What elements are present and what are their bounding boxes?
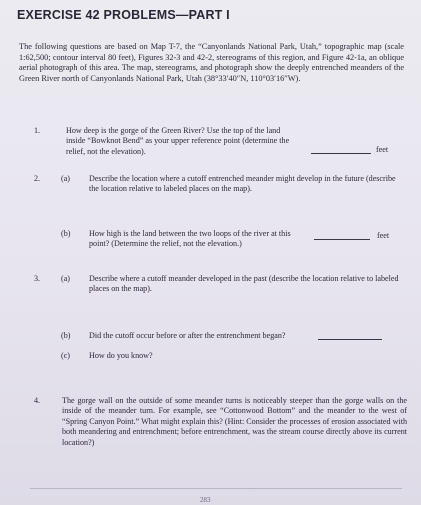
question-1-text: How deep is the gorge of the Green River? Use the top of the land inside “Bowknot Bend” as your upper reference point (determine the relief, not the elevation). [66, 126, 290, 156]
question-2-number: 2. [34, 174, 41, 183]
intro-paragraph: The following questions are based on Map T-7, the “Canyonlands National Park, Utah,” topographic map (scale 1:62,500; contour interval 80 feet), Figures 32-3 and 42-2, stereograms of this region, and Figure 42-1a, an oblique aerial photograph of this area. The map, stereograms, and photograph show the deeply entrenched meanders of the Green River north of Canyonlands National Park, Utah (38°33′40″N, 110°03′16″W). [19, 42, 404, 83]
question-3a-text: Describe where a cutoff meander developed in the past (describe the location relative to labeled places on the map). [89, 274, 399, 294]
question-3a-label: (a) [61, 274, 70, 283]
question-2b-unit: feet [377, 231, 390, 240]
question-1-number: 1. [34, 126, 41, 135]
question-3b-answer-blank[interactable] [318, 339, 382, 340]
question-2a-text: Describe the location where a cutoff entrenched meander might develop in the future (describe the location relative to labeled places on the map). [89, 174, 396, 194]
footer-divider [30, 488, 402, 489]
question-3c-label: (c) [61, 351, 70, 360]
question-2a-label: (a) [61, 174, 70, 183]
question-3b-text: Did the cutoff occur before or after the entrenchment began? [89, 331, 286, 340]
question-3-number: 3. [34, 274, 41, 283]
question-1-unit: feet [376, 145, 389, 154]
page-number: 283 [200, 496, 211, 504]
question-2b-answer-blank[interactable] [314, 239, 370, 240]
question-3b-label: (b) [61, 331, 71, 340]
page-title: EXERCISE 42 PROBLEMS—PART I [17, 8, 230, 22]
question-4-number: 4. [34, 396, 41, 405]
question-1-answer-blank[interactable] [311, 153, 371, 154]
question-3c-text: How do you know? [89, 351, 153, 360]
question-2b-label: (b) [61, 229, 71, 238]
question-2b-text: How high is the land between the two loops of the river at this point? (Determine the relief, not the elevation.) [89, 229, 291, 249]
question-4-text: The gorge wall on the outside of some meander turns is noticeably steeper than the gorge walls on the inside of the meander turn. For example, see “Cottonwood Bottom” and the meander to the west of “Spring Canyon Point.” What might explain this? (Hint: Consider the processes of erosion associated with both meandering and entrenchment; before entrenchment, was the stream course directly above its current location?) [62, 396, 407, 447]
